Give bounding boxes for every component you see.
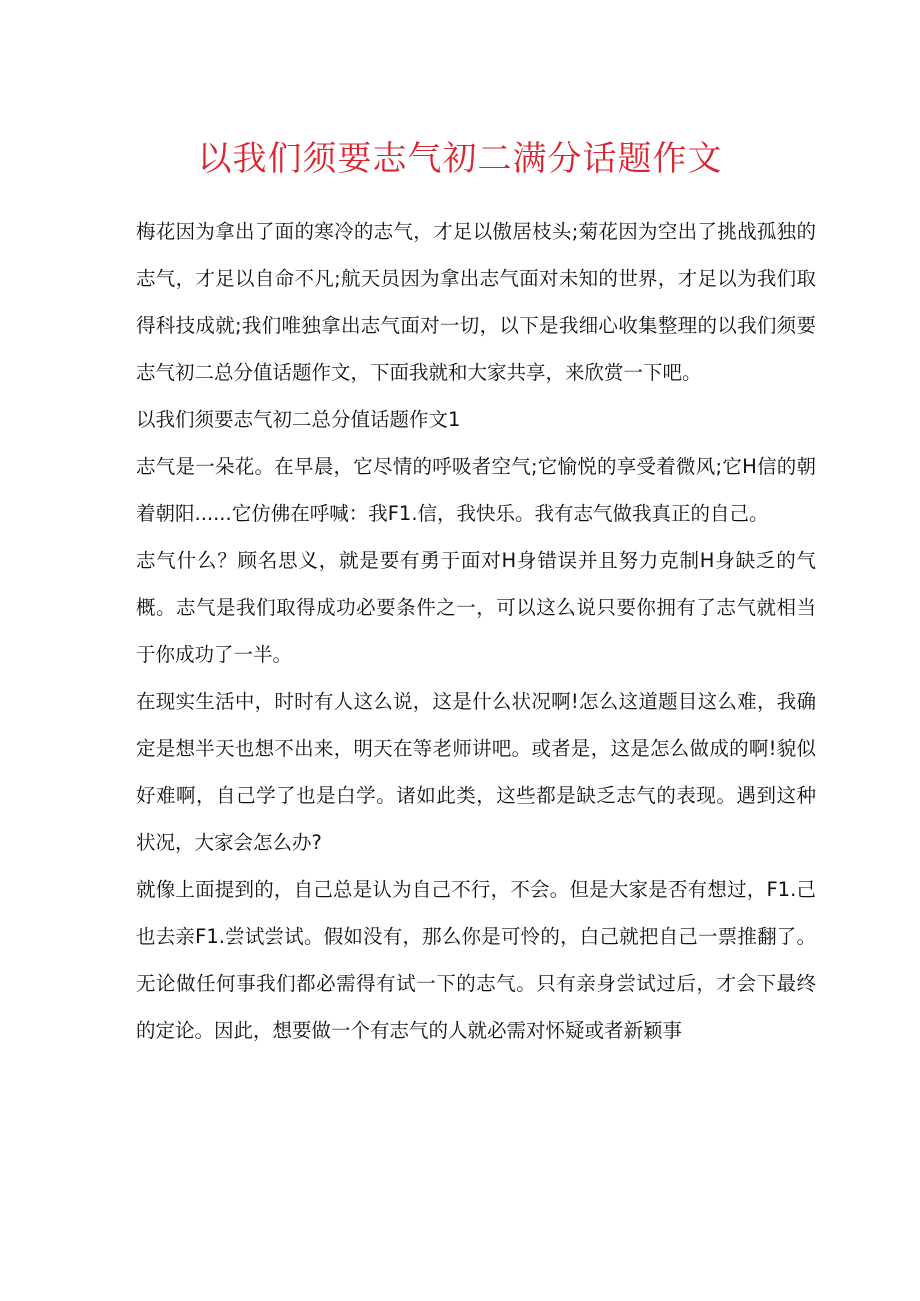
body-paragraph-1: 志气是一朵花。在早晨，它尽情的呼吸者空气;它愉悦的享受着微风;它H信的朝着朝阳......它仿佛在呼喊：我F1.信，我快乐。我有志气做我真正的自己。 — [136, 455, 816, 525]
body-paragraph-4: 就像上面提到的，自己总是认为自己不行，不会。但是大家是否有想过，F1.己也去亲F1.尝试尝试。假如没有，那么你是可怜的，白己就把自己一票推翻了。无论做任何事我们都必需得有试一下的志气。只有亲身尝试过后，才会下最终的定论。因此，想要做一个有志气的人就必需对怀疑或者新颖事 — [136, 878, 816, 1042]
intro-paragraph: 梅花因为拿出了面的寒冷的志气，才足以傲居枝头;菊花因为空出了挑战孤独的志气，才足以自命不凡;航天员因为拿出志气面对未知的世界，才足以为我们取得科技成就;我们唯独拿出志气面对一切，以下是我细心收集整理的以我们须要志气初二总分值话题作文，下面我就和大家共享，来欣赏一下吧。 — [136, 220, 816, 384]
body-paragraph-2: 志气什么？顾名思义，就是要有勇于面对H身错误并且努力克制H身缺乏的气概。志气是我们取得成功必要条件之一，可以这么说只要你拥有了志气就相当于你成功了一半。 — [136, 549, 816, 666]
section-heading: 以我们须要志气初二总分值话题作文1 — [136, 408, 461, 431]
document-title: 以我们须要志气初二满分话题作文 — [197, 139, 723, 179]
body-paragraph-3: 在现实生活中，时时有人这么说，这是什么状况啊!怎么这道题目这么难，我确定是想半天也想不出来，明天在等老师讲吧。或者是，这是怎么做成的啊!貌似好难啊，自己学了也是白学。诸如此类，这些都是缺乏志气的表现。遇到这种状况，大家会怎么办? — [136, 690, 816, 854]
document-body — [136, 208, 816, 1054]
